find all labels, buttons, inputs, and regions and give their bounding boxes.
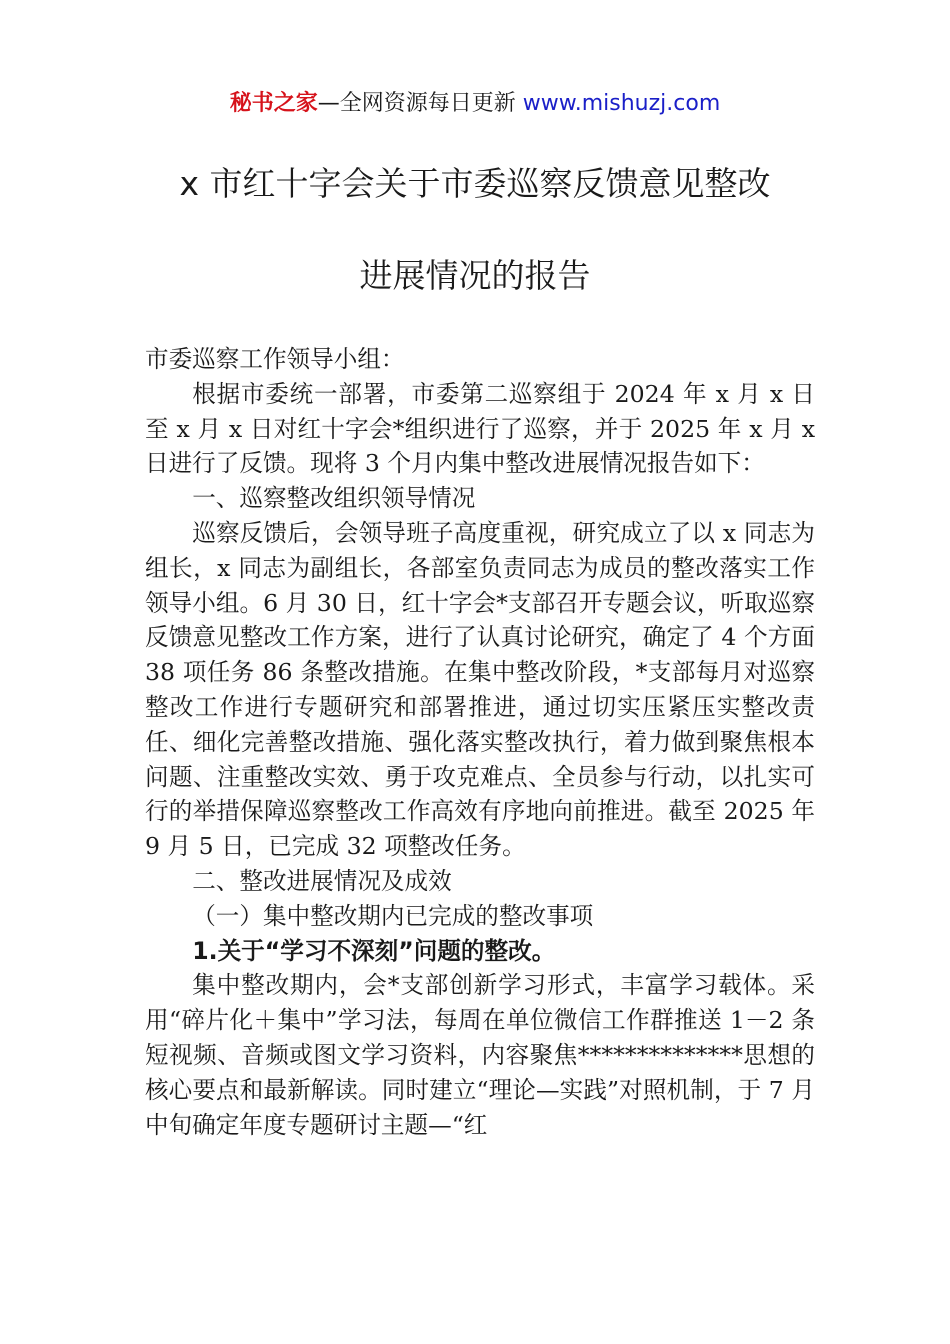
banner-brand: 秘书之家 (229, 91, 318, 116)
banner-url[interactable]: www.mishuzj.com (522, 91, 721, 116)
banner-slogan: —全网资源每日更新 (317, 91, 516, 116)
salutation: 市委巡察工作领导小组： (145, 345, 405, 373)
document-title-line-1: x 市红十字会关于市委巡察反馈意见整改 (179, 164, 771, 203)
item-1-heading: 1.关于“学习不深刻”问题的整改。 (192, 936, 556, 965)
subsection-1-heading: （一）集中整改期内已完成的整改事项 (192, 901, 594, 930)
section-2-heading: 二、整改进展情况及成效 (192, 866, 452, 895)
item-1-paragraph: 集中整改期内，会*支部创新学习形式，丰富学习载体。采用“碎片化＋集中”学习法，每周在单位微信工作群推送 1－2 条短视频、音频或图文学习资料，内容聚焦**************思想的核心要点和最新解读。同时建立“理论—实践”对照机制，于 7 月中旬确定年度专题研讨主题—“红 (145, 971, 815, 1139)
site-banner (0, 88, 950, 120)
section-1-paragraph: 巡察反馈后，会领导班子高度重视，研究成立了以 x 同志为组长，x 同志为副组长，各部室负责同志为成员的整改落实工作领导小组。6 月 30 日，红十字会*支部召开专题会议，听取巡察反馈意见整改工作方案，进行了认真讨论研究，确定了 4 个方面 38 项任务 86 条整改措施。在集中整改阶段，*支部每月对巡察整改工作进行专题研究和部署推进，通过切实压紧压实整改责任、细化完善整改措施、强化落实整改执行，着力做到聚焦根本问题、注重整改实效、勇于攻克难点、全员参与行动，以扎实可行的举措保障巡察整改工作高效有序地向前推进。截至 2025 年 9 月 5 日，已完成 32 项整改任务。 (145, 518, 815, 861)
document-body (145, 342, 815, 1142)
document-title-line-2: 进展情况的报告 (359, 256, 591, 295)
section-1-heading: 一、巡察整改组织领导情况 (192, 484, 476, 513)
intro-paragraph: 根据市委统一部署，市委第二巡察组于 2024 年 x 月 x 日至 x 月 x 日对红十字会*组织进行了巡察，并于 2025 年 x 月 x 日进行了反馈。现将 3 个月内集中整改进展情况报告如下： (145, 379, 815, 478)
